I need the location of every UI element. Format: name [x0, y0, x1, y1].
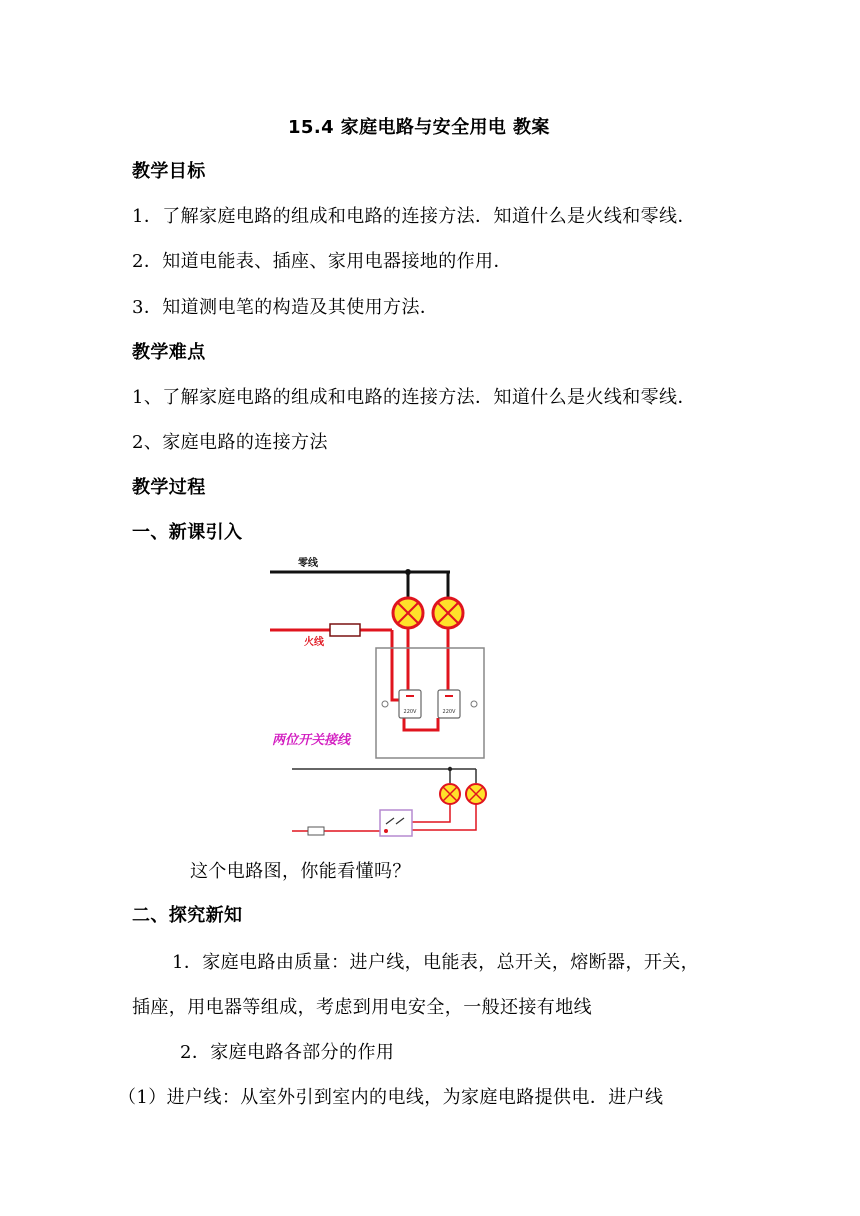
- objective-item-1: 1．了解家庭电路的组成和电路的连接方法．知道什么是火线和零线．: [132, 206, 696, 227]
- explore-paragraph-3: （1）进户线：从室外引到室内的电线，为家庭电路提供电．进户线: [118, 1087, 664, 1108]
- objectives-heading: 教学目标: [132, 161, 206, 182]
- explore-paragraph-1-cont: 插座，用电器等组成，考虑到用电安全，一般还接有地线: [132, 997, 592, 1018]
- neutral-wire-label: 零线: [298, 558, 318, 569]
- difficulties-heading: 教学难点: [132, 342, 206, 363]
- figure-question: 这个电路图，你能看懂吗？: [190, 861, 411, 882]
- double-switch-icon: [380, 810, 412, 836]
- fuse-icon: [330, 624, 360, 636]
- intro-heading: 一、新课引入: [132, 522, 243, 543]
- process-heading: 教学过程: [132, 477, 206, 498]
- objective-item-3: 3．知道测电笔的构造及其使用方法．: [132, 297, 439, 318]
- neutral-wire: [270, 572, 450, 598]
- objective-item-2: 2．知道电能表、插座、家用电器接地的作用．: [132, 251, 512, 272]
- explore-paragraph-1: 1．家庭电路由质量：进户线，电能表，总开关，熔断器，开关，: [172, 952, 700, 973]
- difficulty-item-2: 2、家庭电路的连接方法: [132, 432, 328, 453]
- live-wire-label: 火线: [304, 637, 324, 648]
- lamp-icon: [393, 598, 423, 628]
- svg-text:220V: 220V: [442, 709, 456, 715]
- svg-text:220V: 220V: [403, 709, 417, 715]
- lamp-icon: [466, 784, 486, 804]
- explore-paragraph-2: 2．家庭电路各部分的作用: [180, 1042, 395, 1063]
- page-title: 15.4 家庭电路与安全用电 教案: [288, 117, 550, 138]
- switch-icon: [399, 690, 421, 718]
- lamp-icon: [440, 784, 460, 804]
- lamp-icon: [433, 598, 463, 628]
- switch-wiring-caption: 两位开关接线: [272, 733, 351, 748]
- schematic-neutral-wire: [292, 769, 476, 783]
- switch-icon: [438, 690, 460, 718]
- difficulty-item-1: 1、了解家庭电路的组成和电路的连接方法．知道什么是火线和零线．: [132, 387, 696, 408]
- explore-heading: 二、探究新知: [132, 905, 243, 926]
- fuse-icon: [308, 827, 324, 835]
- household-circuit-diagram: [268, 552, 498, 844]
